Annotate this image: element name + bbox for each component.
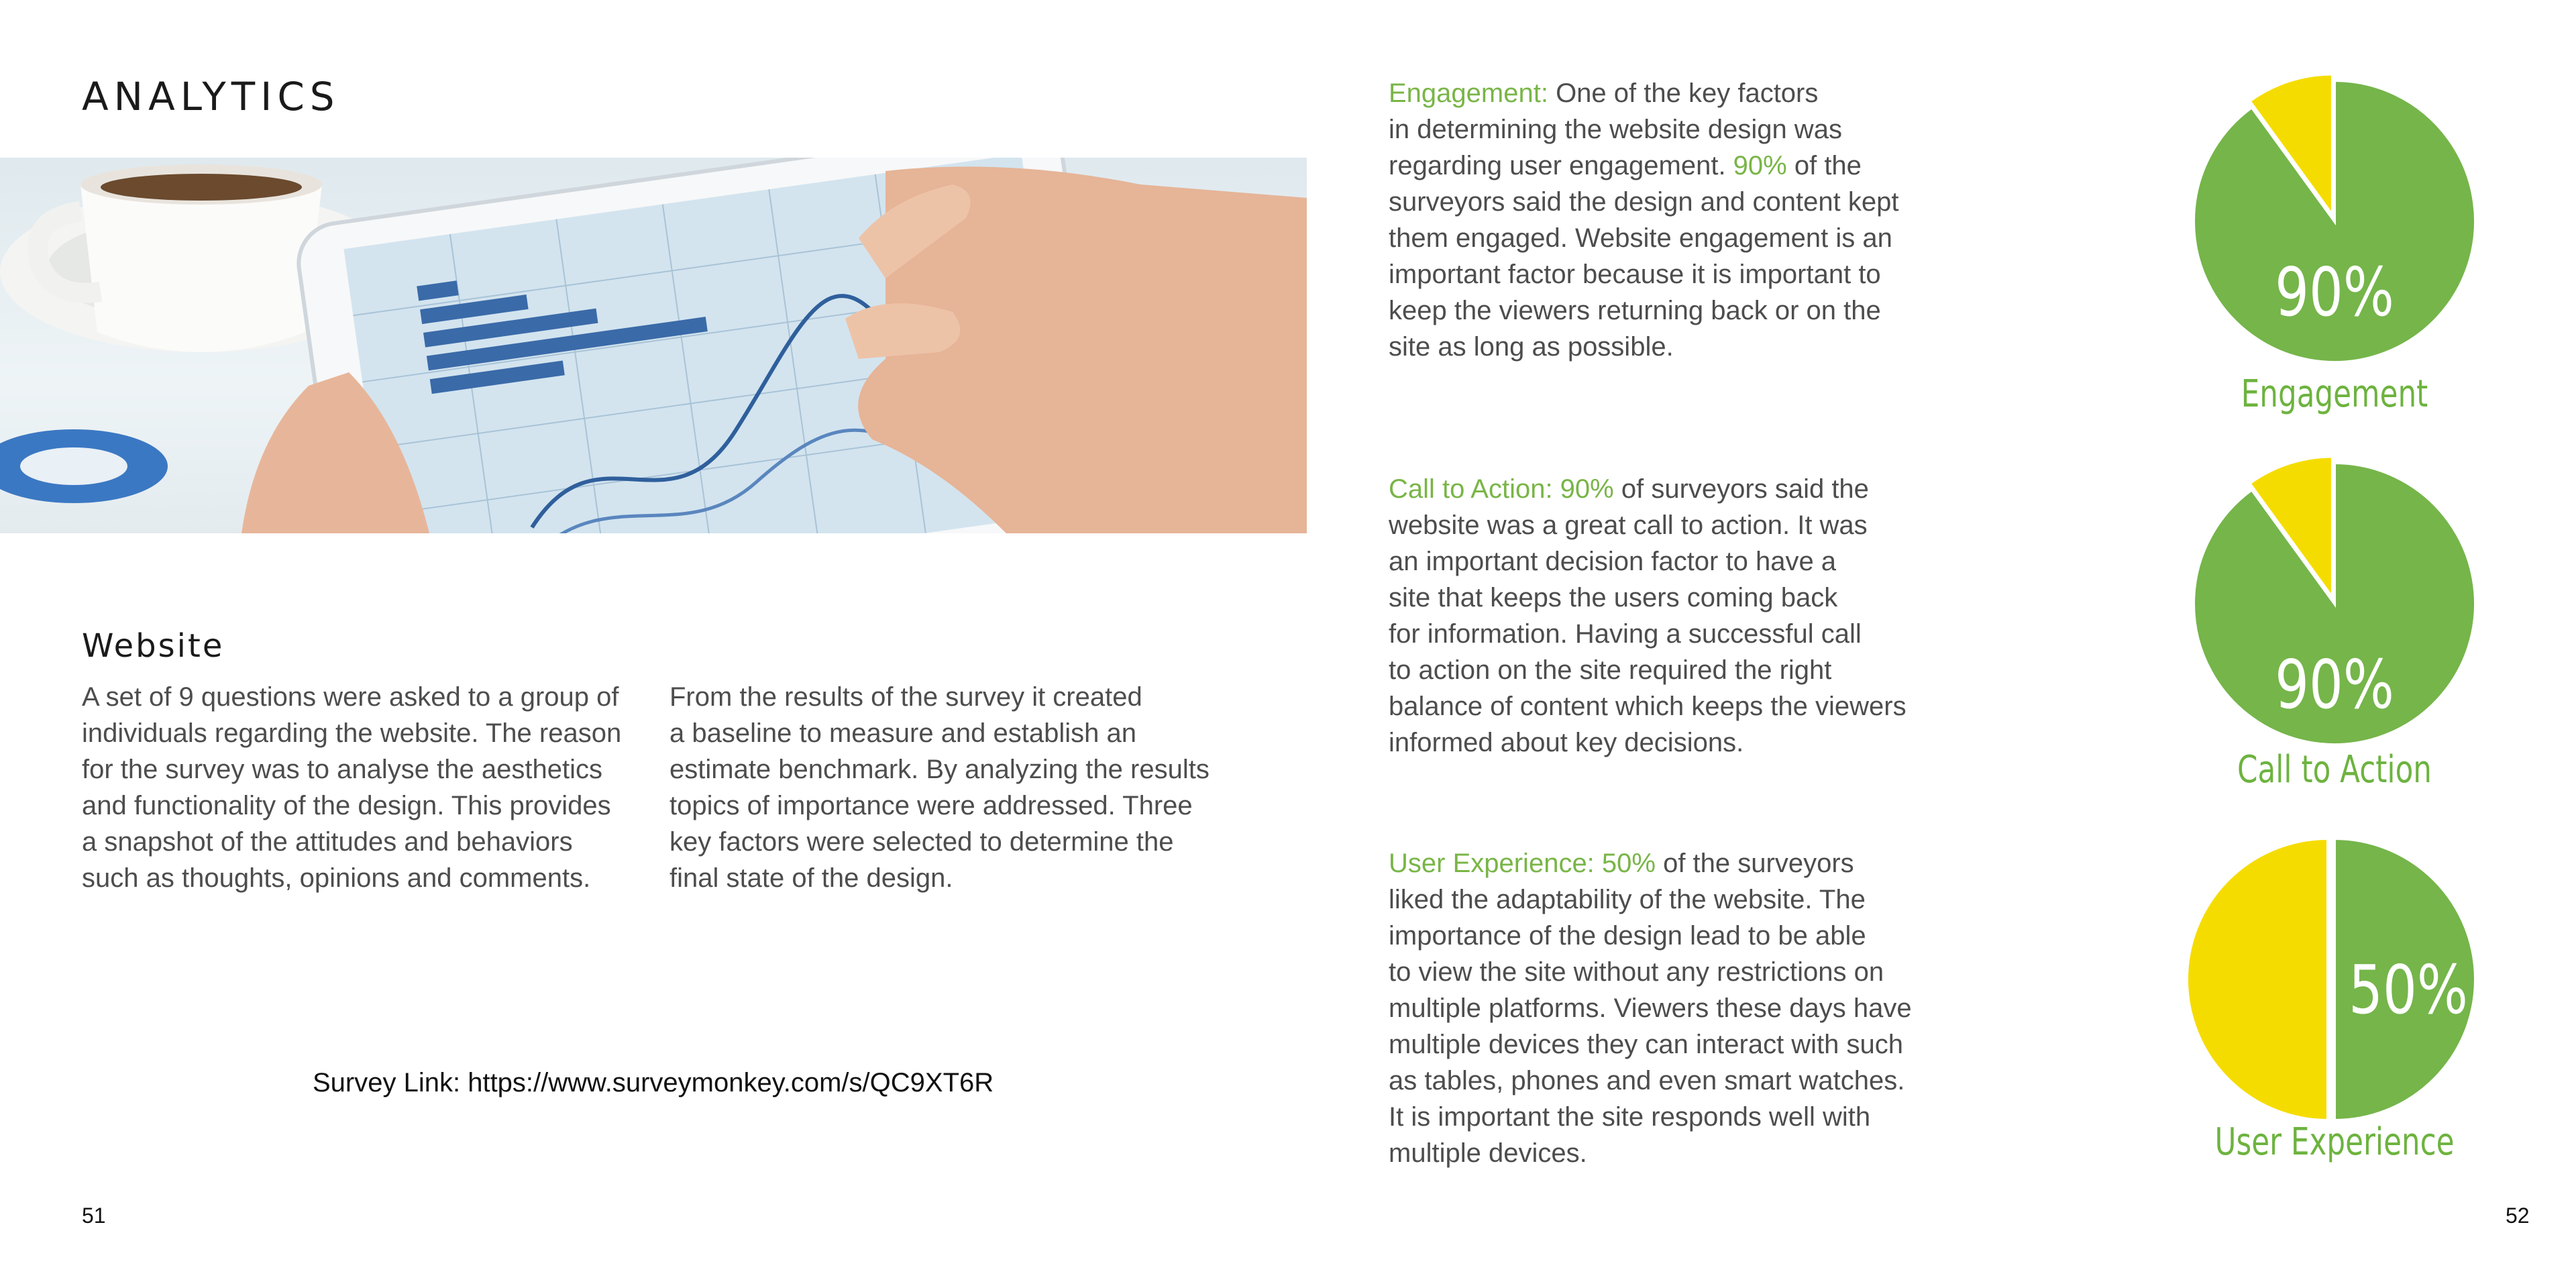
highlight-text: 90% — [1733, 151, 1787, 180]
page-title: ANALYTICS — [82, 74, 340, 119]
body-text: of the surveyors said the design and content kept them engaged. Website engagement is an important factor because it is important to keep the viewers returning back or on the site as long as possible. — [1389, 151, 1899, 362]
pie-value-label: 90% — [2275, 646, 2394, 724]
engagement-paragraph — [1389, 75, 1992, 365]
call-to-action-paragraph — [1389, 471, 1992, 761]
pie-chart-user-experience — [2160, 805, 2509, 1154]
hero-photo-tablet-analytics — [0, 158, 1307, 533]
pie-chart-label: Engagement — [2241, 372, 2428, 416]
body-text: of surveyors said the website was a great call to action. It was an important decision factor to have a site that keeps the users coming back for information. Having a successful call to action on the site required the right balance of content which keeps the viewers informed about key decisions. — [1389, 474, 1907, 757]
highlight-text: Call to Action: 90% — [1389, 474, 1614, 504]
pie-chart-engagement — [2160, 47, 2509, 396]
intro-paragraph: A set of 9 questions were asked to a group of individuals regarding the website. The reason for the survey was to analyse the aesthetics and functionality of the design. This provides a snapshot of the attitudes and behaviors such as thoughts, opinions and comments. — [82, 682, 622, 893]
results-paragraph: From the results of the survey it created a baseline to measure and establish an estimate benchmark. By analyzing the results topics of importance were addressed. Three key factors were selected to determine the final state of the design. — [669, 682, 1210, 893]
tablet-illustration — [0, 158, 1307, 533]
pie-value-label: 50% — [2349, 951, 2468, 1030]
highlight-text: User Experience: 50% — [1389, 849, 1656, 878]
body-text: of the surveyors liked the adaptability of the website. The importance of the design lead to be able to view the site without any restrictions on multiple platforms. Viewers these days have multiple devices they can interact with such as tables, phones and even smart watches. It is important the site responds well with multiple devices. — [1389, 849, 1912, 1168]
highlight-text: Engagement: — [1389, 78, 1548, 108]
pie-chart-label: User Experience — [2214, 1120, 2455, 1164]
page-number-right: 52 — [2506, 1203, 2530, 1228]
pie-slice — [2187, 839, 2328, 1120]
pie-value-label: 90% — [2275, 254, 2394, 332]
section-subheading: Website — [82, 627, 225, 665]
pie-chart-label: Call to Action — [2237, 748, 2432, 792]
page-number-left: 51 — [82, 1203, 106, 1228]
survey-link[interactable]: Survey Link: https://www.surveymonkey.com/s/QC9XT6R — [313, 1068, 994, 1097]
pie-chart-call-to-action — [2160, 429, 2509, 778]
body-text: One of the key factors in determining the website design was regarding user engagement. — [1389, 78, 1842, 180]
user-experience-paragraph — [1389, 845, 1992, 1171]
